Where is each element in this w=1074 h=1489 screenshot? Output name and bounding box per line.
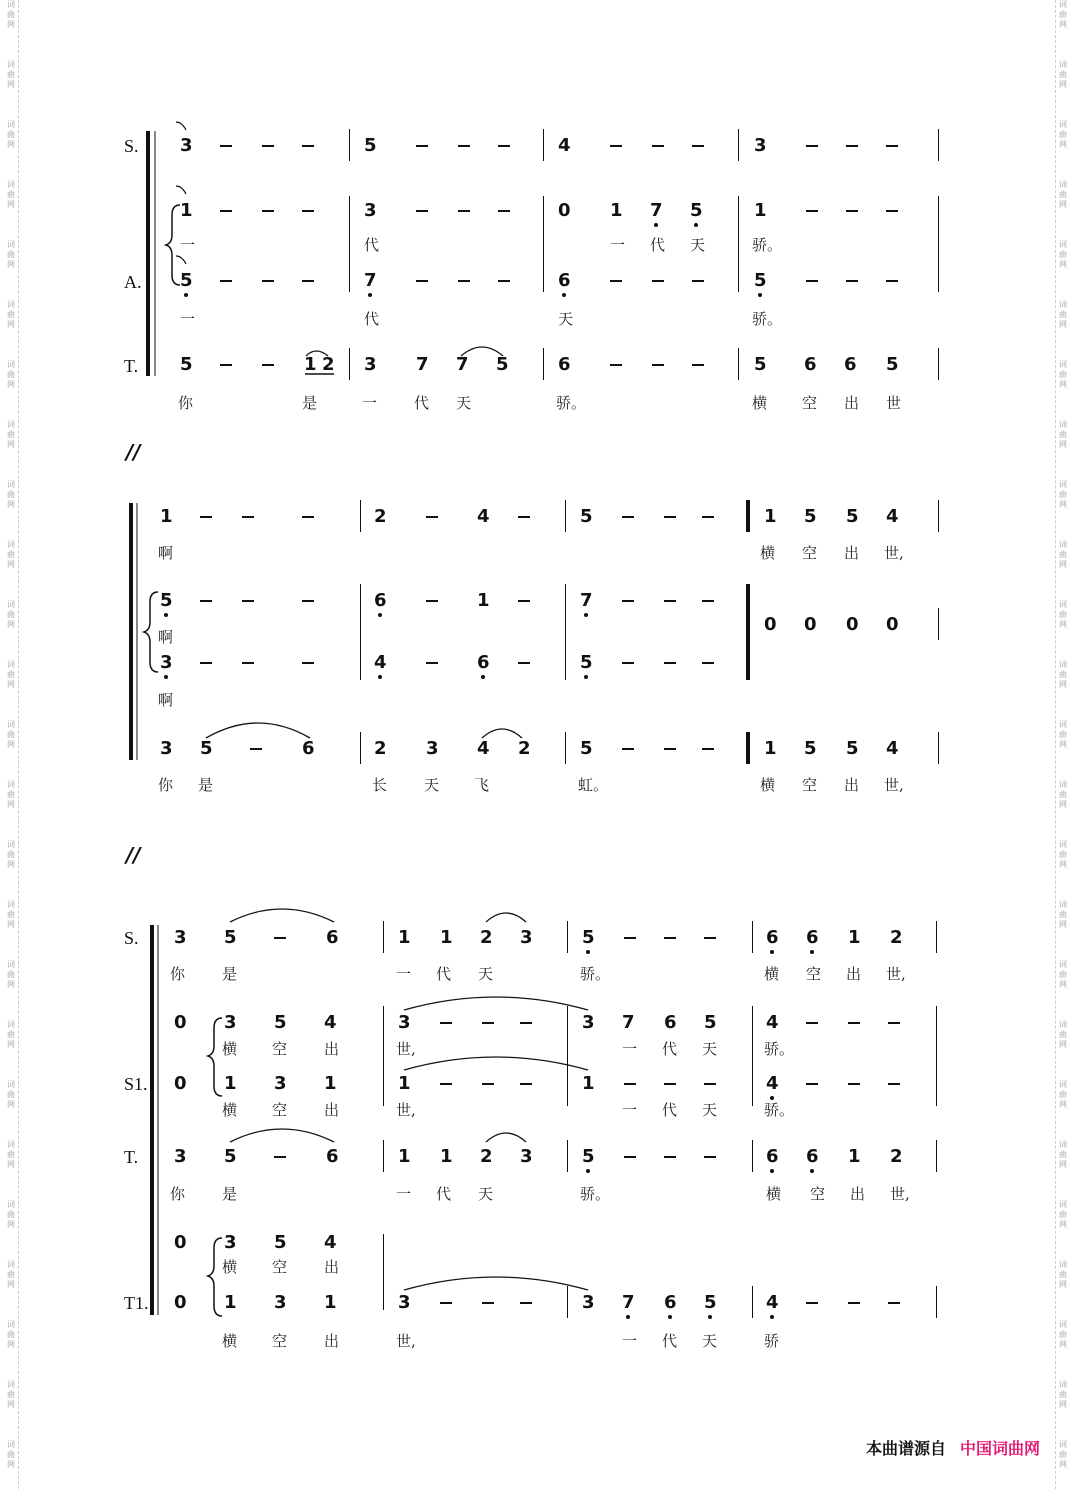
note: 3: [364, 200, 377, 221]
note: 5: [274, 1012, 287, 1033]
lyric: 出: [324, 1332, 340, 1350]
section-mark: //: [126, 440, 141, 464]
lyric: 世,: [396, 1040, 416, 1058]
note: 3: [174, 927, 187, 948]
lyric: 一: [180, 310, 196, 328]
watermark-text: 词 曲 网: [7, 840, 15, 869]
note: 3: [224, 1012, 237, 1033]
note: 3: [520, 1146, 533, 1167]
watermark-text: 词 曲 网: [7, 1080, 15, 1109]
source-footer: [866, 1436, 1040, 1459]
watermark-text: 词 曲 网: [1059, 600, 1067, 629]
note: 2: [890, 1146, 903, 1167]
watermark-text: 词 曲 网: [1059, 1140, 1067, 1169]
note: 1: [398, 927, 411, 948]
note: 6: [806, 1146, 819, 1167]
lyric: 代: [364, 310, 380, 328]
note: 3: [174, 1146, 187, 1167]
note: 6: [558, 270, 571, 291]
note: 2: [518, 738, 531, 759]
note: 6: [844, 354, 857, 375]
note: 3: [364, 354, 377, 375]
watermark-text: 词 曲 网: [7, 1380, 15, 1409]
watermark-text: 词 曲 网: [7, 240, 15, 269]
lyric: 出: [324, 1258, 340, 1276]
watermark-text: 词 曲 网: [1059, 840, 1067, 869]
lyric: 骄。: [764, 1040, 795, 1058]
lyric: 空: [802, 394, 818, 412]
lyric: 是: [302, 394, 318, 412]
note: 0: [558, 200, 571, 221]
note: 7: [364, 270, 377, 291]
note: 3: [180, 135, 193, 156]
lyric: 代: [414, 394, 430, 412]
note: 2: [890, 927, 903, 948]
note: 1: [304, 354, 317, 375]
lyric: 天: [702, 1332, 718, 1350]
lyric: 代: [662, 1332, 678, 1350]
watermark-text: 词 曲 网: [1059, 360, 1067, 389]
note: 5: [846, 738, 859, 759]
note: 5: [690, 200, 703, 221]
note: 2: [480, 927, 493, 948]
watermark-text: 词 曲 网: [7, 540, 15, 569]
note: 2: [374, 738, 387, 759]
note: 5: [180, 354, 193, 375]
lyric: 一: [180, 236, 196, 254]
note: 6: [664, 1292, 677, 1313]
lyric: 骄。: [580, 1185, 611, 1203]
note: 3: [520, 927, 533, 948]
label-tenor-1: T1.: [124, 1293, 149, 1313]
watermark-text: 词 曲 网: [1059, 1260, 1067, 1289]
note: 0: [804, 614, 817, 635]
lyric: 世: [886, 394, 902, 412]
note: 1: [398, 1146, 411, 1167]
note: 6: [806, 927, 819, 948]
note: 6: [766, 1146, 779, 1167]
note: 4: [766, 1292, 779, 1313]
lyric: 一: [396, 965, 412, 983]
note: 5: [274, 1232, 287, 1253]
lyric: 天: [558, 310, 574, 328]
watermark-text: 词 曲 网: [1059, 1080, 1067, 1109]
note: 5: [704, 1292, 717, 1313]
lyric: 空: [272, 1040, 288, 1058]
lyric: 世,: [890, 1185, 910, 1203]
note: 4: [324, 1232, 337, 1253]
note: 5: [200, 738, 213, 759]
watermark-text: 词 曲 网: [1059, 120, 1067, 149]
lyric: 一: [362, 394, 378, 412]
watermark-text: 词 曲 网: [7, 600, 15, 629]
watermark-text: 词 曲 网: [1059, 900, 1067, 929]
lyric: 世,: [396, 1332, 416, 1350]
system3-bracket: [150, 925, 154, 1315]
note: 5: [580, 652, 593, 673]
note: 4: [477, 738, 490, 759]
note: 3: [160, 738, 173, 759]
lyric: 天: [690, 236, 706, 254]
label-soprano: S.: [124, 136, 139, 156]
note: 6: [804, 354, 817, 375]
note: 1: [440, 1146, 453, 1167]
note: 1: [180, 200, 193, 221]
watermark-text: 词 曲 网: [7, 480, 15, 509]
lyric: 空: [802, 776, 818, 794]
lyric: 骄: [764, 1332, 780, 1350]
note: 0: [174, 1073, 187, 1094]
watermark-text: 词 曲 网: [1059, 540, 1067, 569]
note: 5: [886, 354, 899, 375]
lyric: 天: [702, 1101, 718, 1119]
lyric: 代: [662, 1040, 678, 1058]
watermark-text: 词 曲 网: [7, 1020, 15, 1049]
note: 3: [582, 1292, 595, 1313]
lyric: 代: [436, 1185, 452, 1203]
watermark-text: 词 曲 网: [1059, 420, 1067, 449]
note: 1: [582, 1073, 595, 1094]
lyric: 横: [760, 776, 776, 794]
note: 1: [440, 927, 453, 948]
lyric: 长: [372, 776, 388, 794]
note: 2: [480, 1146, 493, 1167]
lyric: 天: [424, 776, 440, 794]
note: 4: [766, 1073, 779, 1094]
lyric: 啊: [158, 544, 174, 562]
lyric: 代: [650, 236, 666, 254]
lyric: 出: [844, 394, 860, 412]
note: 6: [326, 1146, 339, 1167]
lyric: 空: [802, 544, 818, 562]
lyric: 空: [272, 1101, 288, 1119]
lyric: 天: [702, 1040, 718, 1058]
note: 0: [174, 1012, 187, 1033]
watermark-text: 词 曲 网: [7, 960, 15, 989]
note: 4: [477, 506, 490, 527]
lyric: 骄。: [764, 1101, 795, 1119]
lyric: 啊: [158, 691, 174, 709]
watermark-text: 词 曲 网: [1059, 960, 1067, 989]
watermark-text: 词 曲 网: [1059, 1320, 1067, 1349]
note: 1: [610, 200, 623, 221]
lyric: 空: [810, 1185, 826, 1203]
label-tenor: T.: [124, 356, 139, 376]
lyric: 一: [622, 1101, 638, 1119]
lyric: 横: [222, 1040, 238, 1058]
note: 4: [886, 506, 899, 527]
note: 6: [302, 738, 315, 759]
note: 3: [754, 135, 767, 156]
note: 7: [650, 200, 663, 221]
lyric: 世,: [886, 965, 906, 983]
lyric: 天: [456, 394, 472, 412]
watermark-text: 词 曲 网: [7, 0, 15, 29]
lyric: 出: [844, 776, 860, 794]
lyric: 横: [752, 394, 768, 412]
lyric: 一: [622, 1332, 638, 1350]
lyric: 出: [850, 1185, 866, 1203]
note: 6: [326, 927, 339, 948]
lyric: 你: [158, 776, 174, 794]
lyric: 天: [478, 1185, 494, 1203]
watermark-text: 词 曲 网: [1059, 480, 1067, 509]
note: 1: [224, 1292, 237, 1313]
lyric: 横: [764, 965, 780, 983]
note: 5: [224, 927, 237, 948]
lyric: 一: [622, 1040, 638, 1058]
note: 7: [622, 1012, 635, 1033]
note: 1: [848, 927, 861, 948]
lyric: 横: [222, 1258, 238, 1276]
watermark-text: 词 曲 网: [7, 1440, 15, 1469]
lyric: 横: [766, 1185, 782, 1203]
note: 3: [274, 1292, 287, 1313]
note: 3: [398, 1012, 411, 1033]
watermark-text: 词 曲 网: [1059, 1200, 1067, 1229]
lyric: 代: [436, 965, 452, 983]
watermark-text: 词 曲 网: [7, 660, 15, 689]
note: 6: [664, 1012, 677, 1033]
watermark-text: 词 曲 网: [7, 420, 15, 449]
lyric: 是: [222, 965, 238, 983]
note: 5: [180, 270, 193, 291]
label-soprano-1: S1.: [124, 1074, 148, 1094]
note: 5: [754, 354, 767, 375]
watermark-text: 词 曲 网: [1059, 660, 1067, 689]
note: 3: [582, 1012, 595, 1033]
system1-bracket: [146, 131, 150, 376]
note: 0: [886, 614, 899, 635]
label-tenor: T.: [124, 1147, 139, 1167]
note: 5: [846, 506, 859, 527]
lyric: 啊: [158, 628, 174, 646]
note: 3: [160, 652, 173, 673]
note: 4: [374, 652, 387, 673]
lyric: 骄。: [752, 236, 783, 254]
lyric: 是: [198, 776, 214, 794]
lyric: 世,: [884, 544, 904, 562]
lyric: 一: [610, 236, 626, 254]
note: 1: [324, 1073, 337, 1094]
note: 6: [766, 927, 779, 948]
lyric: 代: [662, 1101, 678, 1119]
watermark-text: 词 曲 网: [7, 300, 15, 329]
note: 7: [456, 354, 469, 375]
lyric: 骄。: [752, 310, 783, 328]
lyric: 天: [478, 965, 494, 983]
watermark-text: 词 曲 网: [7, 900, 15, 929]
note: 1: [477, 590, 490, 611]
lyric: 出: [846, 965, 862, 983]
lyric: 是: [222, 1185, 238, 1203]
watermark-text: 词 曲 网: [7, 360, 15, 389]
watermark-text: 词 曲 网: [1059, 180, 1067, 209]
watermark-text: 词 曲 网: [7, 1140, 15, 1169]
note: 1: [160, 506, 173, 527]
watermark-text: 词 曲 网: [1059, 1380, 1067, 1409]
note: 4: [558, 135, 571, 156]
note: 5: [580, 738, 593, 759]
watermark-text: 词 曲 网: [1059, 1020, 1067, 1049]
note: 5: [224, 1146, 237, 1167]
lyric: 虹。: [578, 776, 609, 794]
note: 4: [766, 1012, 779, 1033]
watermark-text: 词 曲 网: [1059, 1440, 1067, 1469]
note: 1: [398, 1073, 411, 1094]
system2-bracket: [129, 503, 133, 760]
lyric: 骄。: [556, 394, 587, 412]
watermark-text: 词 曲 网: [1059, 240, 1067, 269]
section-mark: //: [126, 843, 141, 867]
note: 1: [848, 1146, 861, 1167]
note: 1: [764, 738, 777, 759]
note: 4: [886, 738, 899, 759]
watermark-text: 词 曲 网: [1059, 60, 1067, 89]
note: 6: [477, 652, 490, 673]
lyric: 世,: [884, 776, 904, 794]
watermark-text: 词 曲 网: [7, 1260, 15, 1289]
note: 0: [174, 1292, 187, 1313]
watermark-text: 词 曲 网: [7, 780, 15, 809]
watermark-text: 词 曲 网: [7, 1320, 15, 1349]
note: 0: [764, 614, 777, 635]
lyric: 一: [396, 1185, 412, 1203]
lyric: 代: [364, 236, 380, 254]
lyric: 世,: [396, 1101, 416, 1119]
note: 4: [324, 1012, 337, 1033]
lyric: 横: [222, 1101, 238, 1119]
note: 0: [846, 614, 859, 635]
note: 3: [224, 1232, 237, 1253]
watermark-text: 词 曲 网: [1059, 780, 1067, 809]
note: 1: [324, 1292, 337, 1313]
note: 3: [274, 1073, 287, 1094]
note: 5: [804, 738, 817, 759]
note: 5: [804, 506, 817, 527]
note: 2: [374, 506, 387, 527]
note: 7: [622, 1292, 635, 1313]
watermark-text: 词 曲 网: [7, 180, 15, 209]
watermark-text: 词 曲 网: [1059, 300, 1067, 329]
lyric: 空: [272, 1258, 288, 1276]
note: 7: [580, 590, 593, 611]
note: 1: [224, 1073, 237, 1094]
lyric: 空: [806, 965, 822, 983]
note: 5: [582, 927, 595, 948]
note: 7: [416, 354, 429, 375]
note: 1: [754, 200, 767, 221]
note: 2: [322, 354, 335, 375]
note: 5: [496, 354, 509, 375]
footer-brand-link[interactable]: 中国词曲网: [959, 1439, 1040, 1458]
lyric: 你: [170, 965, 186, 983]
label-alto: A.: [124, 272, 142, 292]
note: 5: [754, 270, 767, 291]
note: 5: [160, 590, 173, 611]
note: 5: [704, 1012, 717, 1033]
note: 1: [764, 506, 777, 527]
lyric: 你: [178, 394, 194, 412]
note: 6: [558, 354, 571, 375]
note: 3: [426, 738, 439, 759]
note: 5: [580, 506, 593, 527]
lyric: 出: [324, 1040, 340, 1058]
lyric: 飞: [474, 776, 490, 794]
footer-prefix: 本曲谱源自: [865, 1439, 946, 1458]
lyric: 横: [760, 544, 776, 562]
lyric: 空: [272, 1332, 288, 1350]
note: 6: [374, 590, 387, 611]
watermark-text: 词 曲 网: [1059, 0, 1067, 29]
watermark-text: 词 曲 网: [7, 60, 15, 89]
watermark-text: 词 曲 网: [7, 1200, 15, 1229]
watermark-text: 词 曲 网: [7, 120, 15, 149]
note: 3: [398, 1292, 411, 1313]
lyric: 骄。: [580, 965, 611, 983]
watermark-text: 词 曲 网: [1059, 720, 1067, 749]
note: 0: [174, 1232, 187, 1253]
watermark-text: 词 曲 网: [7, 720, 15, 749]
label-soprano: S.: [124, 928, 139, 948]
note: 5: [582, 1146, 595, 1167]
lyric: 出: [844, 544, 860, 562]
lyric: 你: [170, 1185, 186, 1203]
lyric: 横: [222, 1332, 238, 1350]
note: 5: [364, 135, 377, 156]
lyric: 出: [324, 1101, 340, 1119]
